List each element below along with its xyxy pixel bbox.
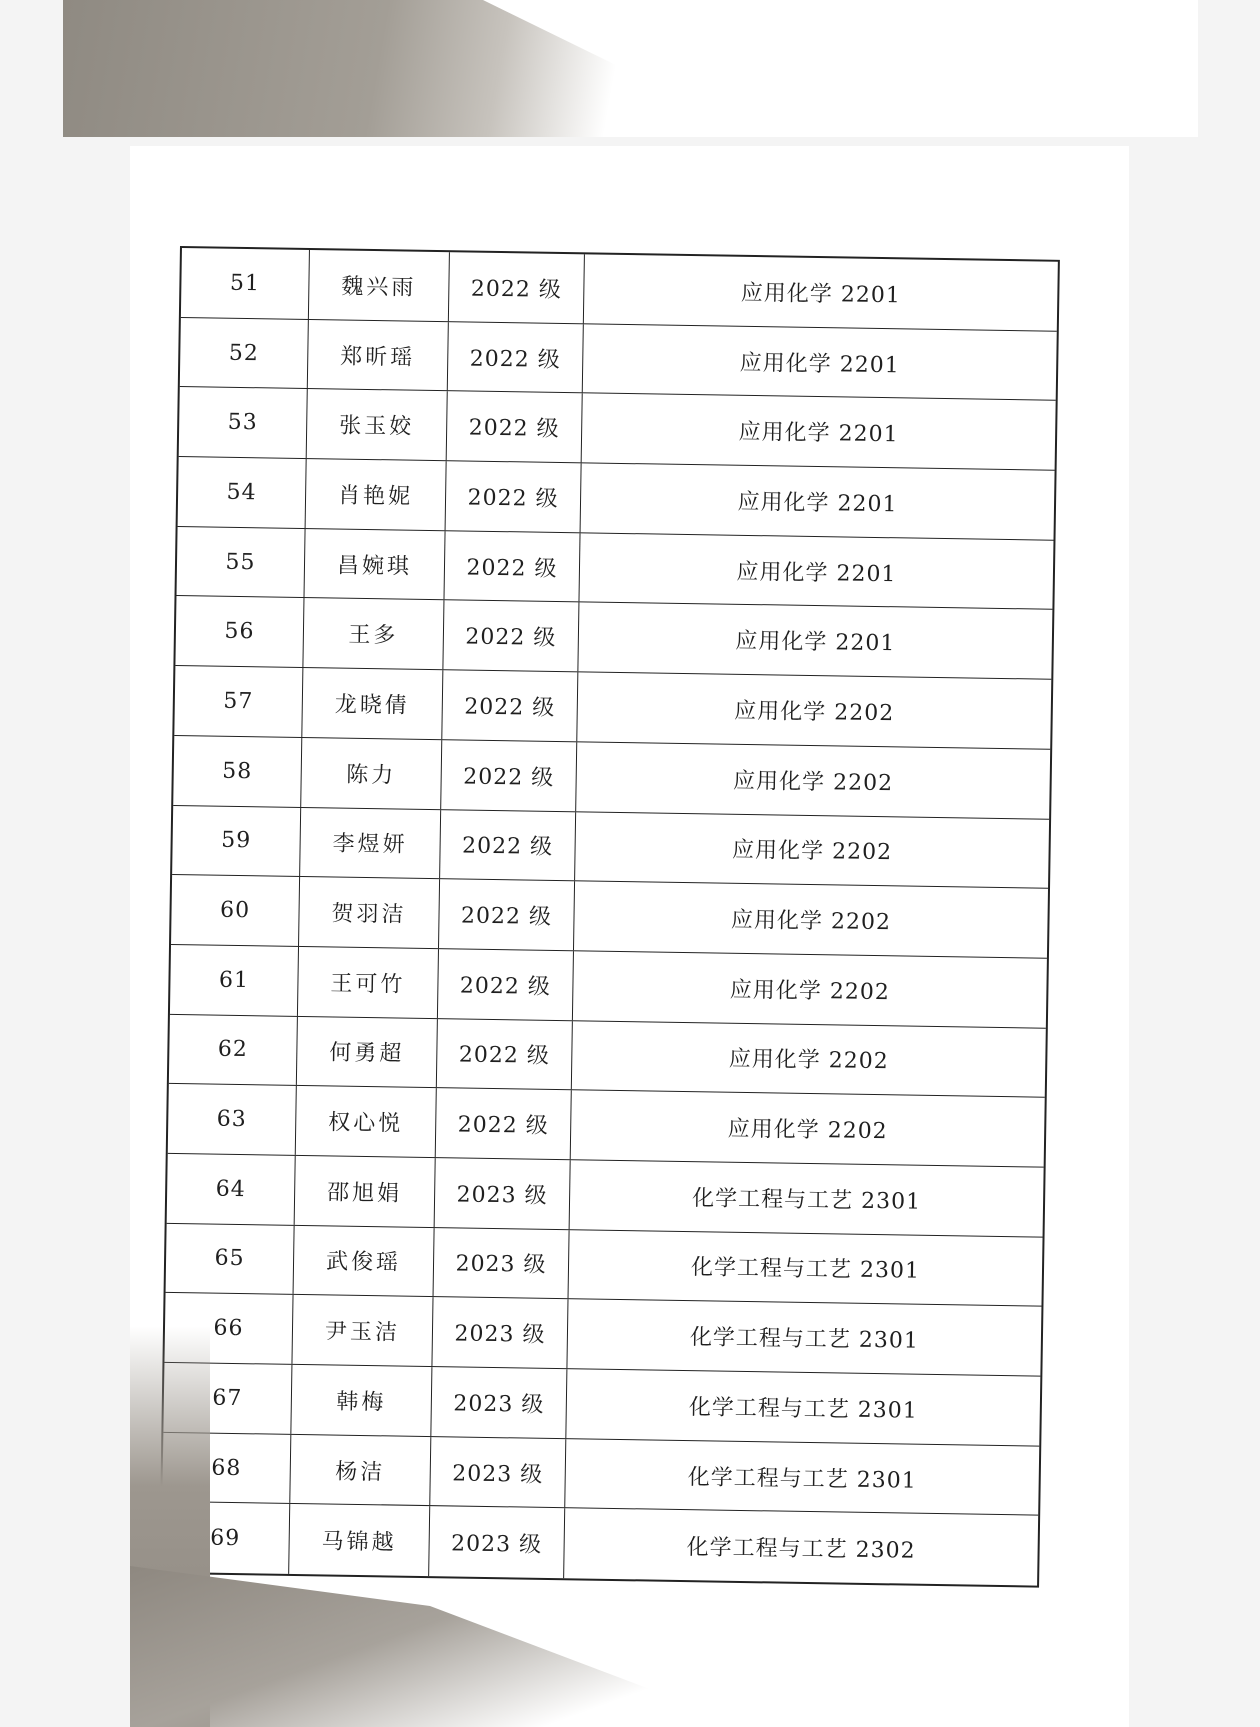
class-name-cell: 应用化学 2202 — [728, 1047, 889, 1075]
student-name-cell: 昌婉琪 — [304, 529, 445, 600]
grade-year-cell: 2023 级 — [432, 1297, 568, 1368]
row-number-cell: 67 — [163, 1363, 292, 1434]
class-name-cell: 应用化学 2202 — [734, 698, 895, 727]
grade-year-cell: 2023 级 — [431, 1367, 567, 1438]
row-number-cell: 56 — [175, 596, 304, 667]
grade-year-cell: 2022 级 — [440, 810, 576, 881]
row-number-cell: 66 — [164, 1293, 293, 1364]
page-shadow — [130, 1566, 830, 1727]
student-name-cell: 魏兴雨 — [309, 250, 450, 321]
class-name-cell: 化学工程与工艺 2301 — [690, 1255, 921, 1285]
row-number-cell: 58 — [173, 736, 302, 807]
grade-year-cell: 2022 级 — [444, 531, 580, 602]
row-number-cell: 59 — [172, 805, 301, 876]
row-number-cell: 54 — [178, 457, 307, 528]
class-name-cell: 化学工程与工艺 2301 — [688, 1394, 918, 1424]
grade-year-cell: 2022 级 — [449, 252, 585, 323]
student-name-cell: 肖艳妮 — [306, 459, 447, 530]
class-name-cell: 应用化学 2202 — [730, 907, 892, 936]
grade-year-cell: 2022 级 — [446, 461, 582, 532]
previous-page-edge — [63, 0, 1198, 137]
roster-table — [159, 246, 1060, 1588]
student-name-cell: 郑昕瑶 — [308, 320, 449, 391]
row-number-cell: 55 — [177, 527, 306, 598]
row-number-cell: 63 — [168, 1084, 297, 1155]
grade-year-cell: 2023 级 — [434, 1228, 570, 1299]
student-name-cell: 陈力 — [301, 738, 442, 809]
row-number-cell: 61 — [170, 945, 299, 1016]
class-name-cell: 化学工程与工艺 2302 — [686, 1534, 916, 1564]
class-name-cell: 化学工程与工艺 2301 — [687, 1464, 917, 1494]
class-name-cell: 化学工程与工艺 2301 — [689, 1325, 920, 1354]
student-name-cell: 韩梅 — [291, 1365, 432, 1436]
class-name-cell: 应用化学 2202 — [731, 838, 893, 866]
class-name-cell: 应用化学 2201 — [738, 420, 899, 448]
student-name-cell: 马锦越 — [289, 1504, 430, 1576]
grade-year-cell: 2022 级 — [436, 1088, 572, 1159]
grade-year-cell: 2023 级 — [435, 1158, 571, 1229]
student-name-cell: 王可竹 — [298, 947, 439, 1018]
document-page — [130, 146, 1129, 1727]
grade-year-cell: 2022 级 — [442, 670, 578, 741]
grade-year-cell: 2022 级 — [437, 1019, 573, 1090]
table-row — [161, 1502, 1038, 1585]
row-number-cell: 60 — [171, 875, 300, 946]
page-shadow — [63, 0, 763, 137]
class-name-cell: 应用化学 2201 — [736, 559, 897, 587]
row-number-cell: 52 — [180, 318, 309, 389]
row-number-cell: 69 — [161, 1502, 290, 1574]
class-name-cell: 应用化学 2202 — [729, 977, 891, 1005]
class-name-cell: 化学工程与工艺 2301 — [691, 1185, 922, 1215]
row-number-cell: 62 — [169, 1014, 298, 1085]
grade-year-cell: 2022 级 — [439, 879, 575, 950]
class-name-cell: 应用化学 2202 — [727, 1116, 888, 1145]
student-name-cell: 李煜妍 — [300, 807, 441, 878]
student-name-cell: 武俊瑶 — [294, 1226, 435, 1297]
class-name-cell: 应用化学 2202 — [732, 768, 894, 796]
grade-year-cell: 2023 级 — [430, 1437, 566, 1508]
row-number-cell: 65 — [166, 1224, 295, 1295]
row-number-cell: 53 — [179, 387, 308, 458]
grade-year-cell: 2023 级 — [429, 1506, 565, 1578]
student-name-cell: 邵旭娟 — [295, 1156, 436, 1227]
row-number-cell: 51 — [181, 248, 310, 319]
grade-year-cell: 2022 级 — [441, 740, 577, 811]
student-name-cell: 贺羽洁 — [299, 877, 440, 948]
student-name-cell: 龙晓倩 — [302, 668, 443, 739]
student-name-cell: 杨洁 — [290, 1435, 431, 1506]
class-name-cell: 应用化学 2201 — [739, 350, 900, 378]
row-number-cell: 68 — [162, 1433, 291, 1504]
student-name-cell: 权心悦 — [296, 1086, 437, 1157]
student-name-cell: 何勇超 — [297, 1017, 438, 1088]
row-number-cell: 57 — [174, 666, 303, 737]
student-name-cell: 尹玉洁 — [292, 1295, 433, 1366]
grade-year-cell: 2022 级 — [447, 392, 583, 463]
class-name-cell: 应用化学 2201 — [740, 280, 901, 309]
row-number-cell: 64 — [167, 1154, 296, 1225]
grade-year-cell: 2022 级 — [448, 322, 584, 393]
grade-year-cell: 2022 级 — [443, 601, 579, 672]
grade-year-cell: 2022 级 — [438, 949, 574, 1020]
class-name-cell: 应用化学 2201 — [737, 489, 898, 518]
student-name-cell: 王多 — [303, 598, 444, 669]
class-name-cell: 应用化学 2201 — [735, 629, 896, 657]
student-name-cell: 张玉姣 — [307, 389, 448, 460]
